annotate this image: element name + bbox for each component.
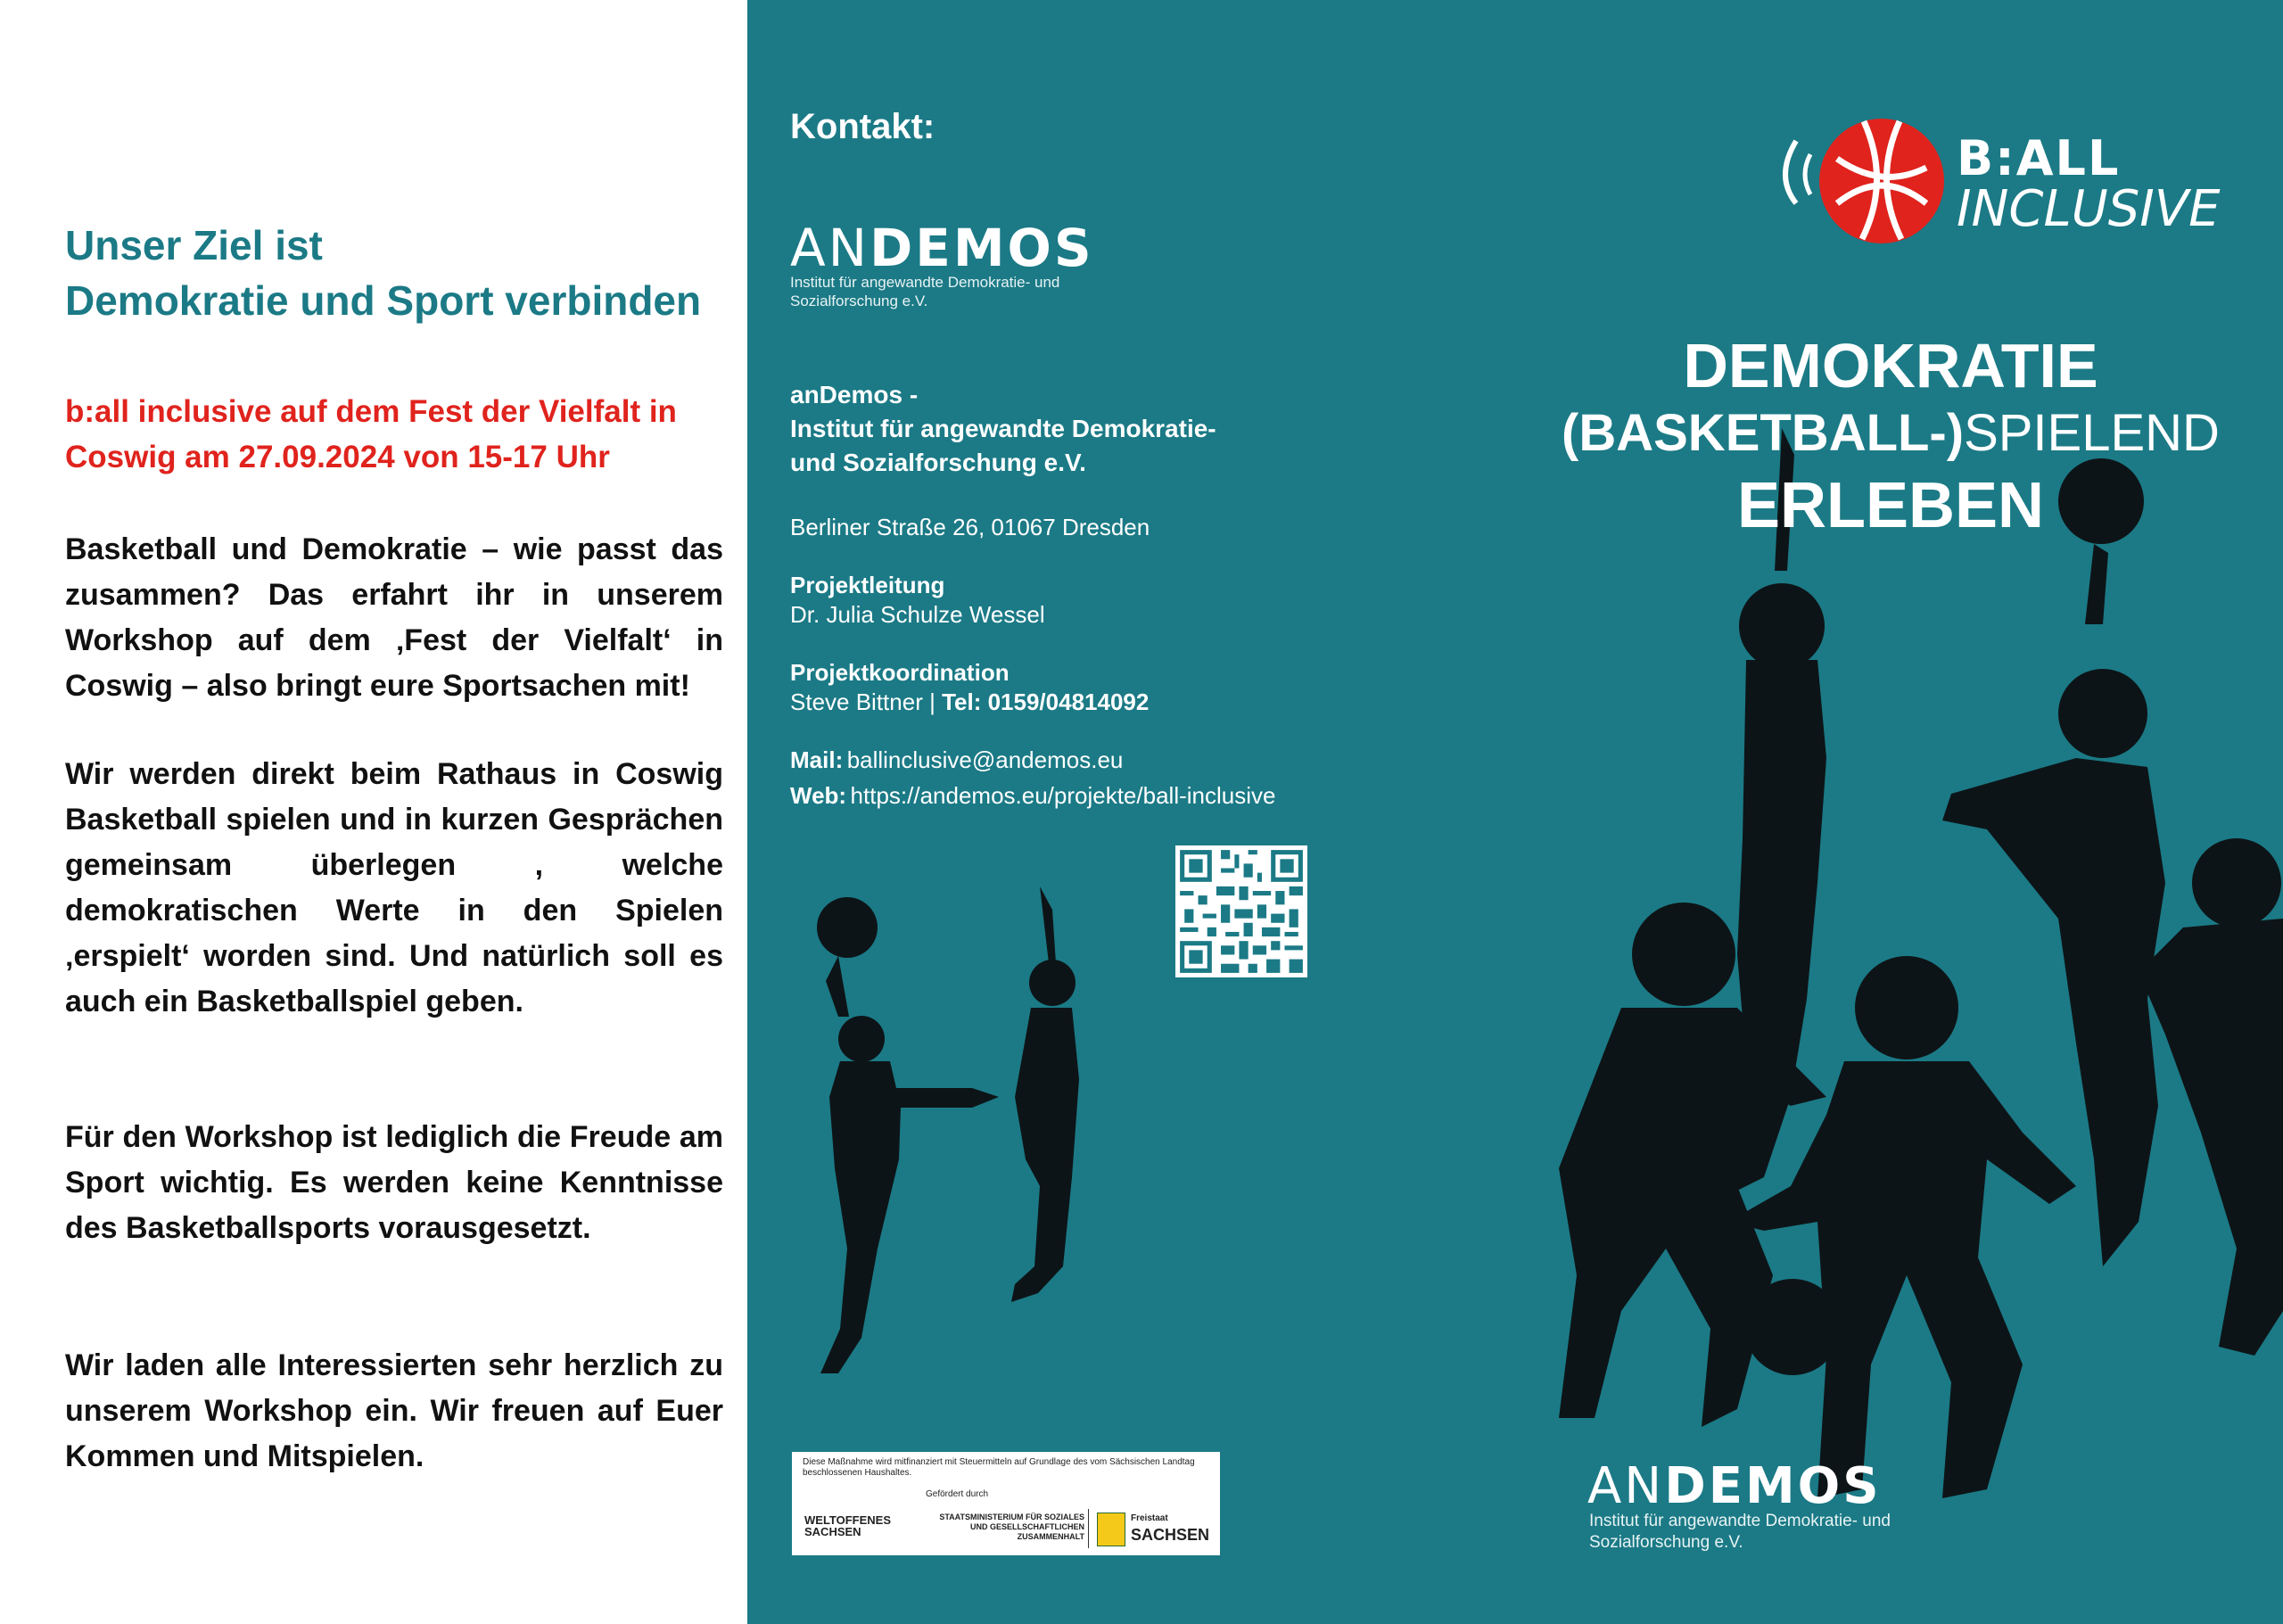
cover-title-line-2-bold: (BASKETBALL-) [1562,404,1965,462]
event-announcement: b:all inclusive auf dem Fest der Vielfalt in Coswig am 27.09.2024 von 15-17 Uhr [65,394,677,474]
project-coordinator-name: Steve Bittner | [790,688,943,715]
project-lead-label: Projektleitung [790,572,945,598]
funded-by: Gefördert durch [926,1489,989,1499]
web-label: Web: [790,782,847,809]
players-silhouette-small [785,874,1124,1409]
paragraph-requirements: Für den Workshop ist lediglich die Freude am Sport wichtig. Es werden keine Kenntnisse des Basketballsports vorausgesetzt. [65,1120,723,1245]
freistaat-label: Freistaat [1131,1513,1168,1523]
project-coordination-label: Projektkoordination [790,659,1010,686]
web-link[interactable]: https://andemos.eu/projekte/ball-inclusive [850,782,1276,809]
saxony-crest-icon [1097,1513,1125,1546]
goal-heading [65,218,743,328]
brand-line-2: INCLUSIVE [1957,180,2221,238]
cover-title-line-2 [1543,403,2238,463]
freistaat-sachsen-logo [1131,1511,1209,1543]
sachsen-label: SACHSEN [1131,1526,1210,1544]
org-line-3: und Sozialforschung e.V. [790,449,1086,476]
project-lead [790,571,1045,630]
paragraph-invitation: Wir laden alle Interessierten sehr herzlich zu unserem Workshop ein. Wir freuen auf Euer Kommen und Mitspielen. [65,1348,723,1473]
basketball-logo-icon [1766,105,1944,257]
phone-number: Tel: 0159/04814092 [942,688,1150,715]
andemos-logo-subtitle: Institut für angewandte Demokratie- und Sozialforschung e.V. [790,274,1060,309]
organization-name [790,378,1290,480]
project-lead-name: Dr. Julia Schulze Wessel [790,601,1045,628]
org-line-1: anDemos - [790,381,919,408]
qr-code-icon[interactable] [1175,845,1307,977]
andemos-logo-part2: DEMOS [870,218,1094,278]
footer-andemos-subtitle: Institut für angewandte Demokratie- und Sozialforschung e.V. [1589,1512,1891,1552]
brand-line-1: B:ALL [1957,130,2121,186]
goal-line-1: Unser Ziel ist [65,222,323,268]
paragraph-intro: Basketball und Demokratie – wie passt das zusammen? Das erfahrt ihr in unserem Workshop auf dem ‚Fest der Vielfalt‘ in Coswig – also bringt eure Sportsachen mit! [65,532,723,703]
weltoffenes-sachsen-logo [804,1514,891,1537]
cover-title-line-1: DEMOKRATIE [1683,331,2098,400]
contact-heading: Kontakt: [790,107,935,146]
andemos-logo [790,218,1094,278]
footer-logo-part2: DEMOS [1664,1457,1882,1515]
footer-andemos-logo [1587,1457,1882,1515]
address: Berliner Straße 26, 01067 Dresden [790,514,1150,540]
weltoffenes-line-2: SACHSEN [804,1525,861,1538]
paragraph-details: Wir werden direkt beim Rathaus in Coswig Basketball spielen und in kurzen Gesprächen gemeinsam überlegen , welche demokratischen Werte in den Spielen ‚erspielt‘ worden sind. Und natürlich soll es auch ein Basketballspiel geben. [65,757,723,1018]
weltoffenes-line-1: WELTOFFENES [804,1513,892,1527]
funding-box [792,1452,1220,1555]
players-silhouette-large [1523,419,2283,1543]
cover-title-line-3: ERLEBEN [1736,470,2045,541]
divider [1088,1509,1089,1548]
email-label: Mail: [790,746,844,773]
goal-line-2: Demokratie und Sport verbinden [65,277,702,324]
org-line-2: Institut für angewandte Demokratie- [790,415,1216,442]
cover-title-line-2-thin: SPIELEND [1964,404,2220,462]
ministry-name: STAATSMINISTERIUM FÜR SOZIALES UND GESELLSCHAFTLICHEN ZUSAMMENHALT [939,1513,1084,1541]
footer-logo-part1: AN [1587,1457,1665,1515]
web-row [790,781,1275,814]
andemos-logo-part1: AN [790,218,870,278]
email-link[interactable]: ballinclusive@andemos.eu [846,746,1124,773]
email-row [790,746,1123,779]
project-coordination [790,658,1149,717]
funding-note: Diese Maßnahme wird mitfinanziert mit Steuermitteln auf Grundlage des vom Sächsischen Landtag beschlossenen Haushaltes. [803,1457,1195,1478]
